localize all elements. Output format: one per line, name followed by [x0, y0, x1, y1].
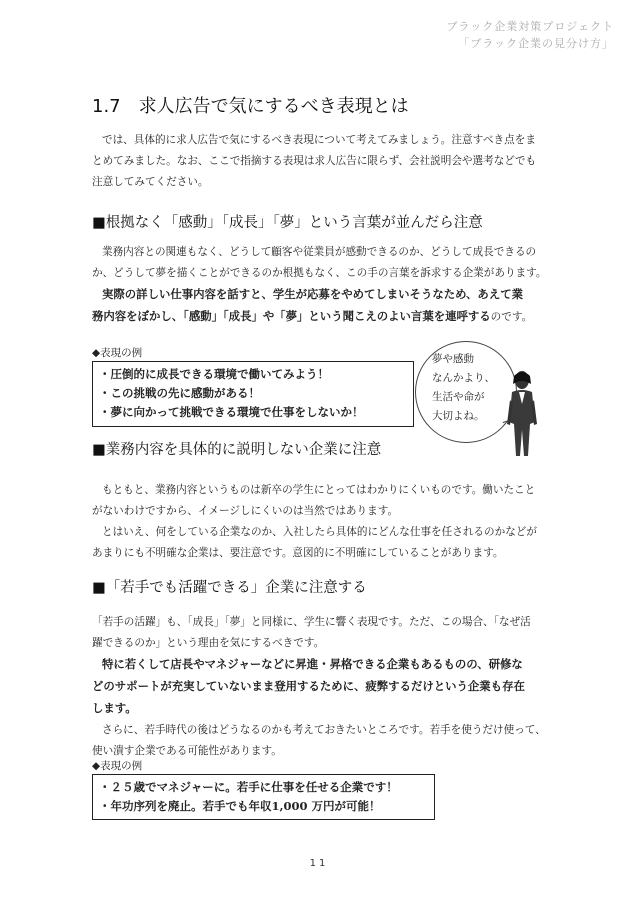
section1-paragraph — [92, 242, 554, 328]
running-header — [446, 18, 614, 52]
section3-paragraph — [92, 612, 554, 762]
section3-line: 「若手の活躍」も、「成長」「夢」と同様に、学生に響く表現です。ただ、この場合、「なぜ活 — [92, 616, 531, 628]
example-item: ・夢に向かって挑戦できる環境で仕事をしないか！ — [99, 405, 364, 419]
example-label: ◆表現の例 — [92, 347, 143, 359]
section2-paragraph — [92, 480, 554, 564]
bubble-line: 生活や命が — [432, 391, 485, 403]
example-item: ・圧倒的に成長できる環境で働いてみよう！ — [99, 367, 329, 381]
example-label: ◆表現の例 — [92, 760, 143, 772]
section1-heading: ■根拠なく「感動」「成長」「夢」という言葉が並んだら注意 — [92, 215, 483, 231]
intro-paragraph — [92, 130, 554, 193]
header-line-1: ブラック企業対策プロジェクト — [446, 20, 614, 33]
bubble-line: 大切よね。 — [432, 410, 485, 422]
section1-line: 業務内容との関連もなく、どうして顧客や従業員が感動できるのか、どうして成長できるの — [102, 246, 537, 258]
header-line-2: 「ブラック企業の見分け方」 — [458, 37, 614, 50]
intro-line: とめてみました。なお、ここで指摘する表現は求人広告に限らず、会社説明会や選考などでも — [92, 155, 537, 167]
section3-line: 使い潰す企業である可能性があります。 — [92, 745, 282, 757]
bubble-line: 夢や感動 — [432, 353, 474, 365]
businesswoman-icon — [500, 370, 544, 460]
section-number: 1.7 — [92, 96, 121, 117]
page-number: 11 — [309, 858, 329, 869]
section2-line: もともと、業務内容というものは新卒の学生にとってはわかりにくいものです。働いたこと — [102, 484, 536, 496]
section2-line: がないわけですから、イメージしにくいのは当然ではあります。 — [92, 505, 399, 517]
section3-line: 躍できるのか」という理由を気にするべきです。 — [92, 637, 325, 649]
section3-bold-line: します。 — [92, 701, 137, 715]
example-item: ・この挑戦の先に感動がある！ — [99, 386, 260, 400]
section2-heading: ■業務内容を具体的に説明しない企業に注意 — [92, 442, 382, 458]
section3-bold-line: 特に若くして店長やマネジャーなどに昇進・昇格できる企業もあるものの、研修な — [102, 657, 523, 671]
section1-tail: のです。 — [490, 311, 533, 323]
section1-line: か、どうして夢を描くことができるのか根拠もなく、この手の言葉を訴求する企業があります。 — [92, 267, 547, 279]
section-title — [92, 92, 409, 118]
example-box — [92, 361, 414, 427]
section2-line: とはいえ、何をしている企業なのか、入社したら具体的にどんな仕事を任されるのかなどが — [102, 526, 537, 538]
bubble-line: なんかより、 — [432, 372, 495, 384]
example-item: ・２５歳でマネジャーに。若手に仕事を任せる企業です！ — [99, 780, 398, 794]
section1-bold-line: 務内容をぼかし、「感動」「成長」や「夢」という聞こえのよい言葉を連呼する — [92, 309, 491, 323]
intro-line: 注意してみてください。 — [92, 176, 209, 188]
speech-bubble-text — [432, 350, 495, 426]
intro-line: では、具体的に求人広告で気にするべき表現について考えてみましょう。注意すべき点をま — [102, 134, 536, 146]
example-item: ・年功序列を廃止。若手でも年収1,000 万円が可能！ — [99, 799, 381, 813]
section3-line: さらに、若手時代の後はどうなるのかも考えておきたいところです。若手を使うだけ使って、 — [102, 724, 546, 736]
section2-line: あまりにも不明確な企業は、要注意です。意図的に不明確にしていることがあります。 — [92, 547, 504, 559]
section1-bold-line: 実際の詳しい仕事内容を話すと、学生が応募をやめてしまいそうなため、あえて業 — [102, 287, 523, 301]
section-title-text: 求人広告で気にするべき表現とは — [138, 96, 409, 117]
section3-heading: ■「若手でも活躍できる」企業に注意する — [92, 580, 367, 596]
section3-bold-line: どのサポートが充実していないまま登用するために、疲弊するだけという企業も存在 — [92, 679, 525, 693]
example-box — [92, 774, 435, 820]
